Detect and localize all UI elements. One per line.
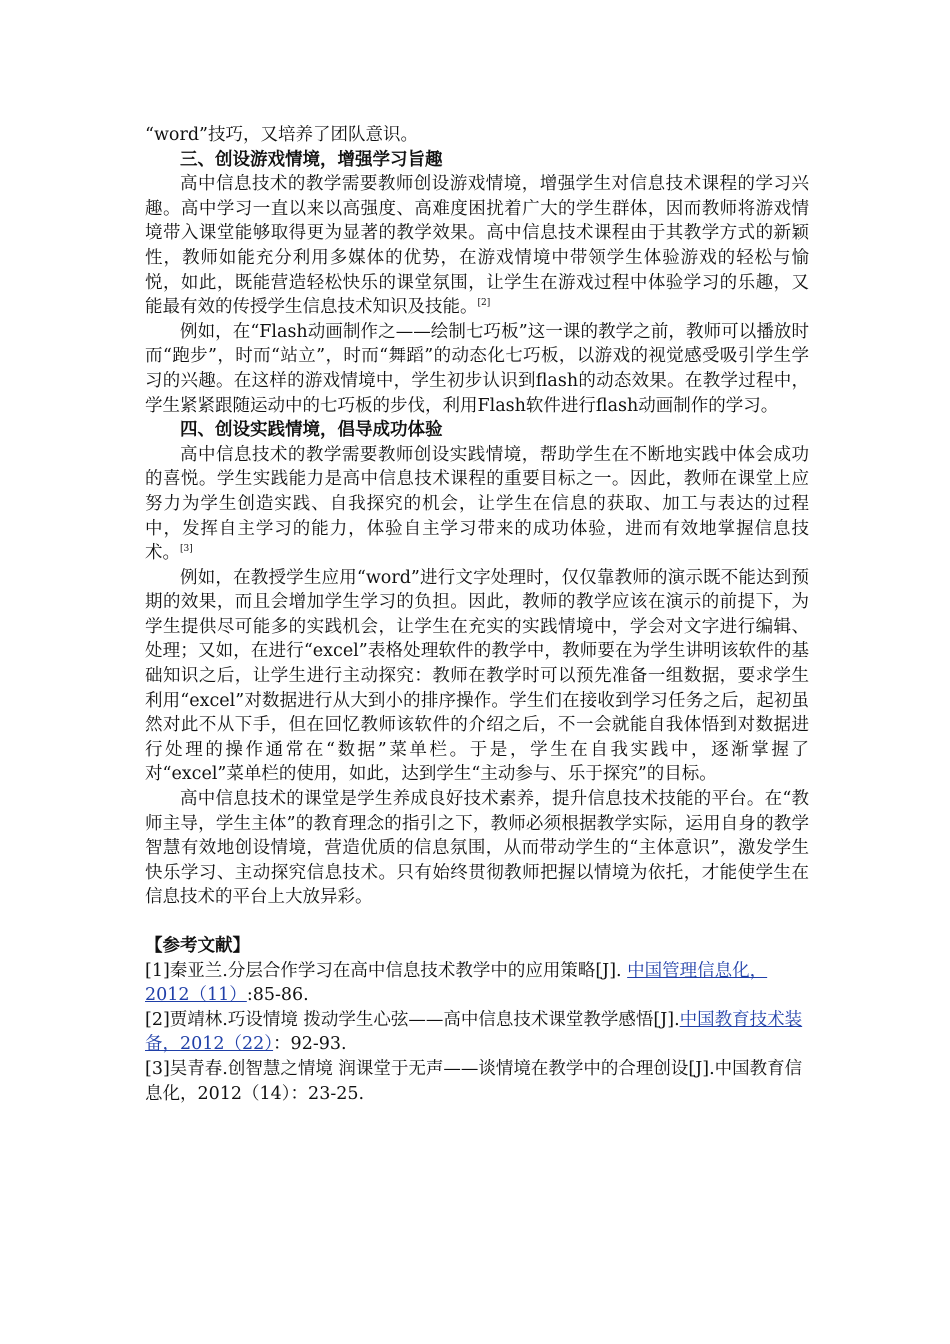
reference-link-2[interactable]: 中国教育技术装备，2012（22） — [145, 1009, 803, 1055]
reference-item-2 — [145, 1008, 809, 1057]
paragraph-text: 高中信息技术的教学需要教师创设游戏情境，增强学生对信息技术课程的学习兴趣。高中学习一直以来以高强度、高难度困扰着广大的学生群体，因而教师将游戏情境带入课堂能够取得更为显著的教学效果。高中信息技术课程由于其教学方式的新颖性，教师如能充分利用多媒体的优势，在游戏情境中带领学生体验游戏的轻松与愉悦，如此，既能营造轻松快乐的课堂氛围，让学生在游戏过程中体验学习的乐趣，又能最有效的传授学生信息技术知识及技能。 — [145, 174, 809, 318]
reference-text: [1]秦亚兰.分层合作学习在高中信息技术教学中的应用策略[J]. — [145, 960, 628, 981]
paragraph-4 — [145, 566, 809, 787]
paragraph-text: 例如，在教授学生应用“word”进行文字处理时，仅仅靠教师的演示既不能达到预期的效果，而且会增加学生学习的负担。因此，教师的教学应该在演示的前提下，为学生提供尽可能多的实践机会，让学生在充实的实践情境中，学会对文字进行编辑、处理；又如，在进行“excel”表格处理软件的教学中，教师要在为学生讲明该软件的基础知识之后，让学生进行主动探究：教师在教学时可以预先准备一组数据，要求学生利用“excel”对数据进行从大到小的排序操作。学生们在接收到学习任务之后，起初虽然对此不从下手，但在回忆教师该软件的介绍之后，不一会就能自我体悟到对数据进行处理的操作通常在“数据”菜单栏。于是，学生在自我实践中，逐渐掌握了对“excel”菜单栏的使用，如此，达到学生“主动参与、乐于探究”的目标。 — [145, 567, 809, 785]
reference-text: [2]贾靖林.巧设情境 拨动学生心弦——高中信息技术课堂教学感悟[J]. — [145, 1009, 680, 1030]
paragraph-text: 例如，在“Flash动画制作之——绘制七巧板”这一课的教学之前，教师可以播放时而“跑步”，时而“站立”，时而“舞蹈”的动态化七巧板，以游戏的视觉感受吸引学生学习的兴趣。在这样的游戏情境中，学生初步认识到flash的动态效果。在教学过程中，学生紧紧跟随运动中的七巧板的步伐，利用Flash软件进行flash动画制作的学习。 — [145, 321, 809, 416]
citation-marker: [2] — [477, 298, 491, 309]
section-heading-3: 三、创设游戏情境，增强学习旨趣 — [180, 149, 443, 170]
paragraph-3 — [145, 443, 809, 566]
reference-tail: :85-86. — [246, 985, 309, 1006]
reference-tail: ：92-93. — [273, 1034, 347, 1055]
references-title: 【参考文献】 — [145, 936, 250, 956]
paragraph-text: 高中信息技术的教学需要教师创设实践情境，帮助学生在不断地实践中体会成功的喜悦。学生实践能力是高中信息技术课程的重要目标之一。因此，教师在课堂上应努力为学生创造实践、自我探究的机会，让学生在信息的获取、加工与表达的过程中，发挥自主学习的能力，体验自主学习带来的成功体验，进而有效地掌握信息技术。 — [145, 444, 809, 564]
reference-text: [3]吴青春.创智慧之情境 润课堂于无声——谈情境在教学中的合理创设[J].中国教育信息化，2012（14）：23-25. — [145, 1058, 803, 1104]
reference-item-1 — [145, 959, 809, 1008]
paragraph-1 — [145, 172, 809, 320]
paragraph-continuation — [145, 123, 809, 148]
citation-marker: [3] — [180, 544, 193, 555]
paragraph-conclusion — [145, 787, 809, 910]
paragraph-text: “word”技巧，又培养了团队意识。 — [145, 125, 418, 145]
paragraph-text: 高中信息技术的课堂是学生养成良好技术素养，提升信息技术技能的平台。在“教师主导，学生主体”的教育理念的指引之下，教师必须根据教学实际，运用自身的教学智慧有效地创设情境，营造优质的信息氛围，从而带动学生的“主体意识”，激发学生快乐学习、主动探究信息技术。只有始终贯彻教师把握以情境为依托，才能使学生在信息技术的平台上大放异彩。 — [145, 789, 809, 908]
paragraph-2 — [145, 320, 809, 418]
reference-link-1[interactable]: 中国管理信息化，2012（11） — [145, 960, 768, 1006]
reference-item-3 — [145, 1057, 809, 1106]
document-body — [145, 123, 809, 1106]
section-heading-4: 四、创设实践情境，倡导成功体验 — [180, 420, 443, 441]
